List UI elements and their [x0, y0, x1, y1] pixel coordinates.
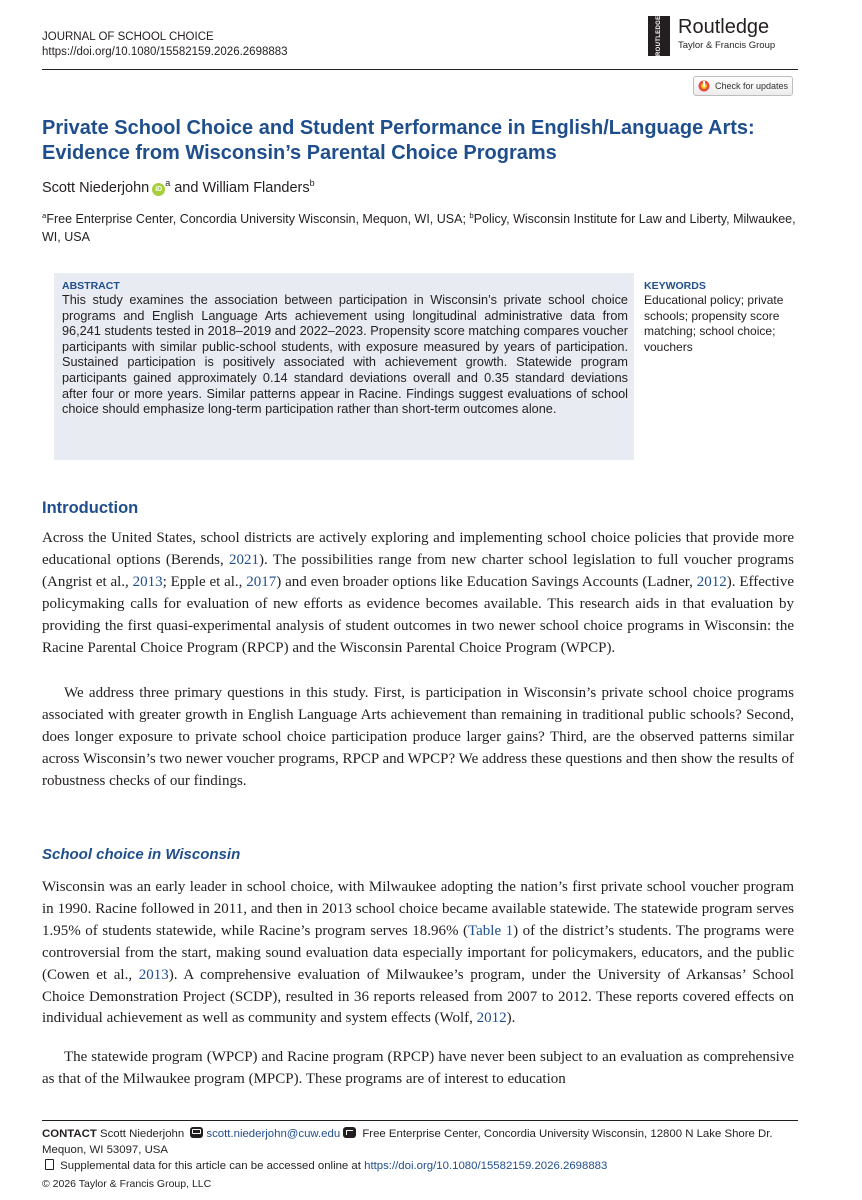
author-1-name[interactable]: Scott Niederjohn [42, 180, 150, 196]
introduction-heading: Introduction [42, 499, 139, 517]
supplemental-icon [45, 1159, 54, 1170]
intro-p1-text-2: ). The possibilities range from new charter school legislation to full voucher programs (Angrist et al., [42, 551, 794, 590]
supplemental-text: Supplemental data for this article can be accessed online at [57, 1160, 365, 1172]
section-p1-text-2: ) of the district’s students. The programs were controversial from the start, making sound evaluation data especially important for policymakers, educators, and the public (Cowen et al., [42, 922, 794, 983]
intro-p1-text-5: ). Effective policymaking calls for evaluation of new efforts as evidence becomes available. This research aids in that evaluation by providing the first quasi-experimental analysis of student outcomes in two newer school choice programs in Wisconsin: the Racine Parental Choice Program (RPCP) and the Wisconsin Parental Choice Program (WPCP). [42, 573, 795, 656]
section-paragraph-2: The statewide program (WPCP) and Racine program (RPCP) have never been subject to an evaluation as comprehensive as that of the Milwaukee program (MPCP). These programs are of interest to education [42, 1049, 794, 1087]
intro-paragraph-1 [42, 528, 794, 659]
affiliations [42, 210, 802, 246]
contact-name: Scott Niederjohn [96, 1128, 188, 1140]
email-icon [190, 1127, 203, 1138]
crossmark-icon [698, 80, 710, 92]
section-p1-text-1: Wisconsin was an early leader in school choice, with Milwaukee adopting the nation’s first private school voucher program in 1990. Racine followed in 2011, and then in 2013 school choice became available statewide. The statewide program serves 1.95% of students statewide, while Racine’s program serves 18.96% ( [42, 879, 794, 939]
keywords-block [644, 280, 794, 355]
table-1-link[interactable]: Table 1 [468, 922, 514, 939]
citation-link[interactable]: 2012 [696, 573, 727, 590]
keywords-heading: KEYWORDS [644, 280, 706, 292]
journal-header [42, 30, 288, 60]
journal-name: JOURNAL OF SCHOOL CHOICE [42, 31, 214, 43]
author-2-affil-marker: b [309, 178, 315, 189]
publisher-logo [648, 14, 798, 56]
abstract-text: This study examines the association between participation in Wisconsin’s private school choice programs and English Language Arts achievement using longitudinal administrative data from 96,241 students tested in 2018–2019 and 2022–2023. Propensity score matching compares voucher participants with similar public-school students, with exposure measured by years of participation. Sustained participation is positively associated with achievement growth. Statewide program participants gained approximately 0.14 standard deviations overall and 0.35 standard deviations after four or more years. Similar patterns appear in Racine. Findings suggest evaluations of school choice should emphasize long-term participation rather than short-term outcomes alone. [62, 293, 628, 417]
author-1-affil-marker: a [165, 178, 171, 189]
contact-label: CONTACT [42, 1128, 97, 1140]
citation-link[interactable]: 2013 [138, 966, 169, 983]
section-p1-text-3: ). A comprehensive evaluation of Milwaukee’s program, under the University of Arkansas’ School Choice Demonstration Project (SCDP), resulted in 36 reports released from 2007 to 2012. These reports covered effects on individual achievement as well as community and system effects (Wolf, [42, 966, 794, 1027]
section-paragraph-1 [42, 877, 794, 1030]
author-separator: and [170, 180, 203, 196]
contact-address: Free Enterprise Center, Concordia University Wisconsin, 12800 N Lake Shore Dr. Mequon, WI 53097, USA [42, 1128, 773, 1156]
article-title: Private School Choice and Student Performance in English/Language Arts: Evidence from Wisconsin’s Parental Choice Programs [42, 117, 755, 164]
citation-link[interactable]: 2017 [246, 573, 277, 590]
supplemental-link[interactable]: https://doi.org/10.1080/15582159.2026.2698883 [364, 1160, 608, 1172]
abstract-box [54, 273, 634, 460]
affil-a: Free Enterprise Center, Concordia University Wisconsin, Mequon, WI, USA; [46, 212, 470, 226]
author-list [42, 178, 315, 198]
footer-divider [42, 1120, 798, 1121]
check-for-updates-label: Check for updates [715, 81, 789, 91]
citation-link[interactable]: 2012 [476, 1010, 507, 1027]
intro-p1-text-3: ; Epple et al., [162, 573, 247, 590]
affil-a-marker: a [42, 210, 47, 220]
copyright: © 2026 Taylor & Francis Group, LLC [42, 1178, 212, 1190]
intro-p1-text-4: ) and even broader options like Education Savings Accounts (Ladner, [276, 573, 697, 590]
header-divider [42, 69, 798, 70]
publisher-group: Taylor & Francis Group [678, 40, 776, 51]
citation-link[interactable]: 2013 [132, 573, 163, 590]
citation-link[interactable]: 2021 [229, 551, 260, 568]
publisher-name: Routledge [678, 16, 770, 38]
doi-link[interactable]: https://doi.org/10.1080/15582159.2026.2698883 [42, 46, 288, 58]
check-for-updates-button[interactable] [693, 76, 793, 96]
contact-block [42, 1126, 802, 1174]
routledge-logo-mark: ROUTLEDGE [648, 16, 670, 56]
author-2-name[interactable]: William Flanders [202, 180, 310, 196]
orcid-icon[interactable]: iD [152, 183, 165, 196]
contact-email-link[interactable]: scott.niederjohn@cuw.edu [206, 1128, 341, 1140]
intro-paragraph-2: We address three primary questions in this study. First, is participation in Wisconsin’s private school choice programs associated with greater growth in English Language Arts achievement than remaining in traditional public schools? Second, does longer exposure to private school choice participation produce larger gains? Third, are the observed patterns similar across Wisconsin’s two newer voucher programs, RPCP and WPCP? We address these questions and then show the results of robustness checks of our findings. [42, 685, 794, 789]
affil-b: Policy, Wisconsin Institute for Law and Liberty, Milwaukee, WI, USA [42, 212, 796, 244]
abstract-heading: ABSTRACT [62, 280, 120, 292]
keywords-text: Educational policy; private schools; propensity score matching; school choice; vouchers [644, 293, 784, 354]
address-icon [343, 1127, 356, 1138]
section-p1-text-4: ). [506, 1010, 516, 1027]
affil-b-marker: b [469, 210, 474, 220]
section-heading-school-choice: School choice in Wisconsin [42, 846, 241, 863]
intro-p1-text-1: Across the United States, school districts are actively exploring and implementing school choice policies that provide more educational options (Berends, [42, 530, 794, 568]
